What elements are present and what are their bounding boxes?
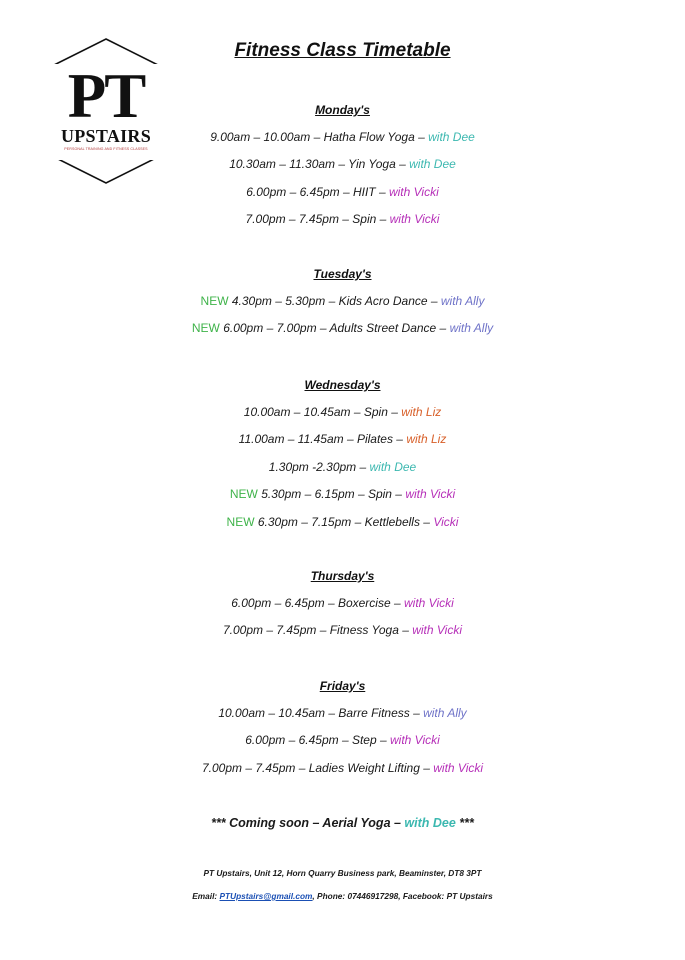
day-section	[0, 375, 685, 539]
instructor-name: with Vicki	[389, 733, 440, 748]
instructor-name: with Liz	[401, 405, 442, 419]
class-details: 6.00pm – 6.45pm – Step –	[245, 733, 390, 748]
day-heading: Tuesday's	[313, 267, 372, 281]
class-details: 7.00pm – 7.45pm – Spin –	[245, 212, 390, 227]
day-section	[0, 676, 685, 785]
class-details: 7.00pm – 7.45pm – Ladies Weight Lifting –	[201, 760, 434, 775]
class-details: 4.30pm – 5.30pm – Kids Acro Dance –	[231, 294, 441, 308]
instructor-name: with Dee	[369, 459, 417, 474]
class-entry	[0, 484, 685, 511]
new-badge: NEW	[229, 487, 262, 502]
day-heading: Friday's	[319, 679, 366, 693]
day-heading: Thursday's	[310, 569, 375, 583]
footer-contact	[0, 889, 685, 903]
instructor-name: with Vicki	[403, 596, 454, 610]
coming-soon-suffix: ***	[455, 816, 474, 830]
class-details: 10.30am – 11.30am – Yin Yoga –	[229, 157, 410, 172]
page-title: Fitness Class Timetable	[234, 40, 451, 61]
email-label: Email:	[192, 891, 220, 901]
class-details: 9.00am – 10.00am – Hatha Flow Yoga –	[210, 130, 429, 144]
class-entry	[0, 318, 685, 345]
new-badge: NEW	[226, 514, 258, 529]
coming-soon-prefix: *** Coming soon – Aerial Yoga –	[211, 816, 405, 830]
class-details: 6.00pm – 6.45pm – HIIT –	[246, 184, 389, 199]
new-badge: NEW	[200, 294, 232, 308]
class-entry	[0, 127, 685, 154]
day-section	[0, 264, 685, 346]
day-section	[0, 100, 685, 237]
class-details: 5.30pm – 6.15pm – Spin –	[261, 487, 406, 502]
class-details: 6.00pm – 7.00pm – Adults Street Dance –	[223, 321, 450, 336]
email-link[interactable]: PTUpstairs@gmail.com	[219, 891, 313, 901]
class-entry	[0, 402, 685, 429]
class-details: 1.30pm -2.30pm –	[268, 459, 370, 474]
instructor-name: with Liz	[406, 432, 447, 447]
instructor-name: with Dee	[428, 130, 475, 144]
class-details: 11.00am – 11.45am – Pilates –	[238, 432, 407, 447]
contact-details: , Phone: 07446917298, Facebook: PT Upstairs	[312, 891, 493, 901]
class-entry	[0, 512, 685, 539]
instructor-name: with Dee	[409, 157, 456, 172]
coming-soon-instructor: with Dee	[404, 816, 456, 830]
class-details: 10.00am – 10.45am – Barre Fitness –	[218, 706, 424, 720]
class-entry	[0, 620, 685, 647]
instructor-name: with Vicki	[405, 487, 456, 502]
instructor-name: with Ally	[423, 706, 467, 720]
day-heading: Wednesday's	[304, 378, 381, 392]
class-entry	[0, 291, 685, 318]
class-entry	[0, 730, 685, 757]
class-details: 7.00pm – 7.45pm – Fitness Yoga –	[222, 623, 413, 638]
class-details: 6.00pm – 6.45pm – Boxercise –	[231, 596, 404, 610]
class-entry	[0, 182, 685, 209]
instructor-name: with Ally	[449, 321, 494, 336]
class-entry	[0, 154, 685, 181]
instructor-name: with Vicki	[412, 623, 463, 638]
class-entry	[0, 429, 685, 456]
new-badge: NEW	[191, 321, 224, 336]
instructor-name: with Vicki	[389, 212, 440, 227]
instructor-name: Vicki	[433, 514, 459, 529]
class-details: 6.30pm – 7.15pm – Kettlebells –	[257, 514, 434, 529]
class-entry	[0, 457, 685, 484]
day-heading: Monday's	[315, 103, 370, 117]
class-entry	[0, 703, 685, 730]
class-entry	[0, 593, 685, 620]
instructor-name: with Ally	[440, 294, 485, 308]
class-details: 10.00am – 10.45am – Spin –	[243, 405, 402, 419]
instructor-name: with Vicki	[388, 184, 439, 199]
instructor-name: with Vicki	[433, 760, 484, 775]
coming-soon-notice	[0, 813, 685, 833]
logo-sub-text: UPSTAIRS	[60, 126, 152, 146]
class-entry	[0, 209, 685, 236]
class-entry	[0, 758, 685, 785]
footer-address: PT Upstairs, Unit 12, Horn Quarry Business park, Beaminster, DT8 3PT	[203, 868, 482, 878]
logo-tagline: PERSONAL TRAINING AND FITNESS CLASSES	[64, 147, 148, 151]
logo-main-text: PT	[67, 61, 145, 131]
day-section	[0, 566, 685, 648]
